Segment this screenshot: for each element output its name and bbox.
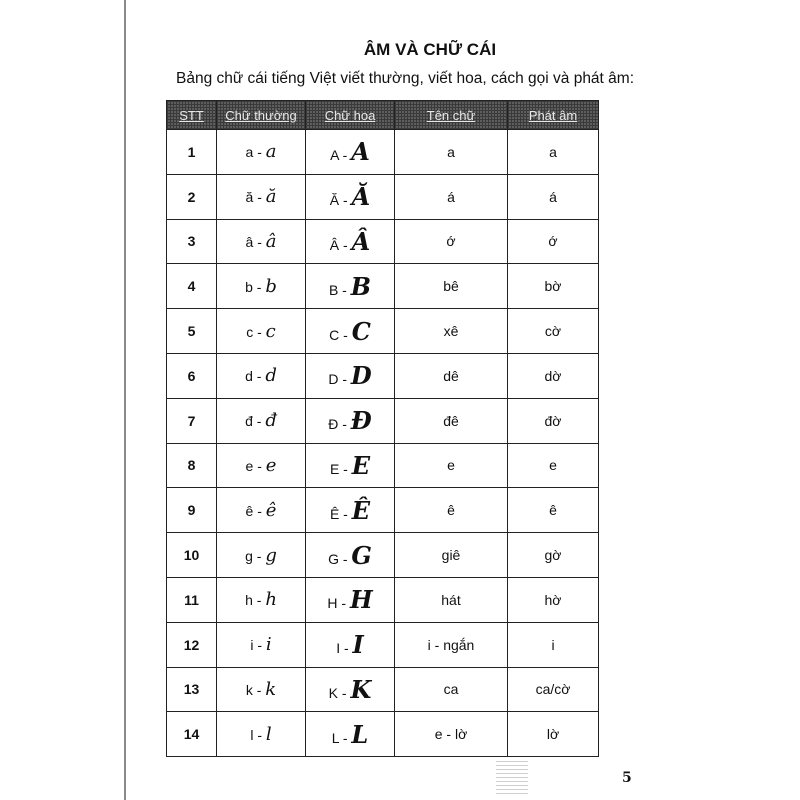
uppercase-cell: [306, 667, 395, 712]
lowercase-cell: [217, 219, 306, 264]
uppercase-cursive: D: [350, 361, 372, 391]
lowercase-print: b -: [245, 278, 262, 295]
row-number: 5: [167, 309, 217, 354]
lowercase-cursive: d: [265, 365, 277, 387]
pronunciation-cell: bờ: [508, 264, 599, 309]
table-row: [167, 130, 599, 175]
letter-name-cell: giê: [395, 533, 508, 578]
lowercase-cursive: k: [265, 678, 277, 700]
page-spine: [124, 0, 126, 800]
uppercase-print: I -: [336, 640, 349, 657]
pronunciation-cell: i: [508, 622, 599, 667]
letter-name-cell: e - lờ: [395, 712, 508, 757]
uppercase-cursive: B: [350, 271, 372, 301]
uppercase-print: Â -: [329, 236, 348, 253]
table-header-row: [167, 101, 599, 130]
uppercase-print: L -: [331, 729, 348, 746]
table-row: [167, 398, 599, 443]
header-stt: STT: [167, 101, 217, 130]
uppercase-cell: [306, 174, 395, 219]
lowercase-cell: [217, 309, 306, 354]
lowercase-cursive: e: [265, 454, 277, 476]
uppercase-cursive: Ă: [351, 182, 371, 212]
uppercase-cursive: K: [350, 674, 372, 704]
lowercase-print: â -: [245, 233, 262, 250]
uppercase-cursive: E: [351, 450, 371, 480]
lowercase-cursive: ă: [265, 186, 277, 208]
uppercase-cell: [306, 577, 395, 622]
pronunciation-cell: ê: [508, 488, 599, 533]
header-letter-name: Tên chữ: [395, 101, 508, 130]
lowercase-print: e -: [245, 457, 262, 474]
table-row: [167, 309, 599, 354]
uppercase-print: Ê -: [329, 505, 348, 522]
uppercase-cell: [306, 712, 395, 757]
row-number: 2: [167, 174, 217, 219]
letter-name-cell: bê: [395, 264, 508, 309]
lowercase-cursive: i: [265, 634, 272, 656]
letter-name-cell: á: [395, 174, 508, 219]
lowercase-cell: [217, 174, 306, 219]
row-number: 10: [167, 533, 217, 578]
uppercase-cell: [306, 622, 395, 667]
table-row: [167, 712, 599, 757]
lowercase-cell: [217, 398, 306, 443]
pronunciation-cell: dờ: [508, 353, 599, 398]
row-number: 9: [167, 488, 217, 533]
row-number: 14: [167, 712, 217, 757]
row-number: 6: [167, 353, 217, 398]
letter-name-cell: a: [395, 130, 508, 175]
lowercase-cell: [217, 712, 306, 757]
letter-name-cell: ê: [395, 488, 508, 533]
letter-name-cell: ớ: [395, 219, 508, 264]
table-row: [167, 353, 599, 398]
letter-name-cell: i - ngắn: [395, 622, 508, 667]
uppercase-print: K -: [328, 684, 347, 701]
uppercase-print: E -: [329, 460, 348, 477]
table-row: [167, 533, 599, 578]
row-number: 1: [167, 130, 217, 175]
lowercase-cell: [217, 443, 306, 488]
letter-name-cell: dê: [395, 353, 508, 398]
lowercase-print: h -: [245, 592, 262, 609]
lowercase-cell: [217, 533, 306, 578]
letter-name-cell: hát: [395, 577, 508, 622]
table-row: [167, 577, 599, 622]
lowercase-cursive: g: [265, 544, 277, 566]
uppercase-cell: [306, 398, 395, 443]
uppercase-cursive: G: [351, 540, 372, 570]
uppercase-print: B -: [328, 281, 347, 298]
lowercase-cursive: l: [265, 723, 272, 745]
table-row: [167, 488, 599, 533]
uppercase-cell: [306, 488, 395, 533]
header-lowercase: Chữ thường: [217, 101, 306, 130]
pronunciation-cell: a: [508, 130, 599, 175]
table-row: [167, 264, 599, 309]
letter-name-cell: ca: [395, 667, 508, 712]
lowercase-print: i -: [250, 637, 262, 654]
lowercase-print: đ -: [245, 413, 262, 430]
row-number: 13: [167, 667, 217, 712]
lowercase-print: a -: [245, 144, 262, 161]
uppercase-cell: [306, 533, 395, 578]
lowercase-cell: [217, 264, 306, 309]
lowercase-cursive: h: [265, 589, 277, 611]
uppercase-cursive: Ê: [351, 495, 371, 525]
pronunciation-cell: hờ: [508, 577, 599, 622]
page-number: 5: [622, 770, 632, 786]
uppercase-print: Ă -: [329, 192, 348, 209]
uppercase-cell: [306, 353, 395, 398]
pronunciation-cell: lờ: [508, 712, 599, 757]
lowercase-cell: [217, 622, 306, 667]
lowercase-cursive: ê: [265, 499, 277, 521]
uppercase-cursive: L: [351, 719, 369, 749]
uppercase-cursive: Â: [351, 226, 371, 256]
uppercase-cursive: H: [349, 585, 373, 615]
row-number: 8: [167, 443, 217, 488]
uppercase-cell: [306, 130, 395, 175]
uppercase-cursive: I: [352, 630, 364, 660]
header-pronunciation: Phát âm: [508, 101, 599, 130]
row-number: 11: [167, 577, 217, 622]
lowercase-print: c -: [246, 323, 262, 340]
lowercase-cursive: b: [265, 275, 277, 297]
lowercase-cell: [217, 488, 306, 533]
header-uppercase: Chữ hoa: [306, 101, 395, 130]
page-title: ÂM VÀ CHỮ CÁI: [363, 40, 497, 59]
pronunciation-cell: cờ: [508, 309, 599, 354]
pronunciation-cell: e: [508, 443, 599, 488]
scan-artifact: [496, 760, 528, 794]
uppercase-cell: [306, 264, 395, 309]
pronunciation-cell: ca/cờ: [508, 667, 599, 712]
lowercase-cell: [217, 577, 306, 622]
table-row: [167, 622, 599, 667]
lowercase-print: d -: [245, 368, 262, 385]
uppercase-print: H -: [327, 595, 347, 612]
uppercase-cursive: Đ: [350, 406, 372, 436]
uppercase-print: G -: [328, 550, 348, 567]
pronunciation-cell: gờ: [508, 533, 599, 578]
lowercase-print: l -: [250, 726, 262, 743]
alphabet-table: [166, 100, 599, 757]
lowercase-cursive: a: [265, 141, 277, 163]
uppercase-print: Đ -: [328, 416, 347, 433]
table-row: [167, 667, 599, 712]
lowercase-print: g -: [245, 547, 262, 564]
page-subtitle: Bảng chữ cái tiếng Việt viết thường, viết hoa, cách gọi và phát âm:: [176, 70, 635, 87]
lowercase-cell: [217, 667, 306, 712]
uppercase-print: C -: [329, 326, 348, 343]
lowercase-print: ă -: [245, 189, 262, 206]
pronunciation-cell: đờ: [508, 398, 599, 443]
row-number: 4: [167, 264, 217, 309]
letter-name-cell: đê: [395, 398, 508, 443]
lowercase-cell: [217, 353, 306, 398]
lowercase-cursive: c: [265, 320, 276, 342]
letter-name-cell: e: [395, 443, 508, 488]
lowercase-cell: [217, 130, 306, 175]
uppercase-cell: [306, 443, 395, 488]
lowercase-cursive: â: [265, 230, 277, 252]
pronunciation-cell: ớ: [508, 219, 599, 264]
uppercase-cursive: A: [351, 137, 370, 167]
table-row: [167, 443, 599, 488]
row-number: 12: [167, 622, 217, 667]
letter-name-cell: xê: [395, 309, 508, 354]
uppercase-cell: [306, 309, 395, 354]
table-row: [167, 219, 599, 264]
uppercase-print: D -: [328, 371, 347, 388]
uppercase-print: A -: [330, 147, 348, 164]
uppercase-cell: [306, 219, 395, 264]
row-number: 7: [167, 398, 217, 443]
table-row: [167, 174, 599, 219]
row-number: 3: [167, 219, 217, 264]
lowercase-print: k -: [245, 681, 262, 698]
uppercase-cursive: C: [351, 316, 371, 346]
pronunciation-cell: á: [508, 174, 599, 219]
lowercase-cursive: đ: [265, 410, 277, 432]
lowercase-print: ê -: [245, 502, 262, 519]
